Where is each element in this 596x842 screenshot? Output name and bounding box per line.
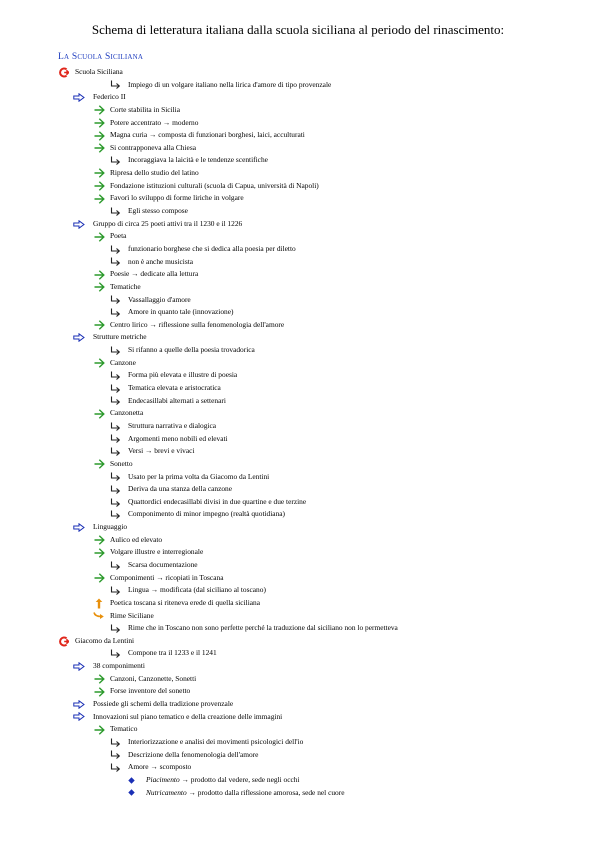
hook-arrow-icon xyxy=(108,749,122,762)
outline-item-text: Giacomo da Lentini xyxy=(75,635,135,645)
outline-item xyxy=(0,331,596,344)
outline-item-text: Tematico xyxy=(110,724,138,734)
hook-arrow-icon xyxy=(108,420,122,433)
outline-item-text: Poeta xyxy=(110,231,127,241)
outline-item-text: Rime Siciliane xyxy=(110,610,154,620)
outline-item-text: Federico II xyxy=(93,92,126,102)
outline-item-text: Ripresa dello studio del latino xyxy=(110,168,199,178)
outline-item-text: Fondazione istituzioni culturali (scuola di Capua, università di Napoli) xyxy=(110,180,319,190)
outline-item-text: Rime che in Toscano non sono perfette perché la traduzione dal siciliano non lo permetteva xyxy=(128,623,398,633)
outline-item xyxy=(0,723,596,736)
outline-item-text: Favorì lo sviluppo di forme liriche in volgare xyxy=(110,193,244,203)
orange-up-arrow-icon xyxy=(92,597,106,610)
green-arrow-icon xyxy=(92,319,106,332)
outline-arrow-icon xyxy=(72,331,86,344)
outline-item xyxy=(0,647,596,660)
outline-item xyxy=(0,622,596,635)
outline-item-text: Poesie → dedicate alla lettura xyxy=(110,269,199,279)
outline-item-text: Si rifanno a quelle della poesia trovadorica xyxy=(128,345,255,355)
outline-item-term: Nutricamento xyxy=(146,787,187,797)
outline-item xyxy=(0,597,596,610)
hook-arrow-icon xyxy=(108,395,122,408)
green-arrow-icon xyxy=(92,167,106,180)
green-arrow-icon xyxy=(92,357,106,370)
outline-item xyxy=(0,243,596,256)
outline-item xyxy=(0,407,596,420)
outline-item xyxy=(0,382,596,395)
outline-item xyxy=(0,635,596,648)
outline-item xyxy=(0,357,596,370)
outline-item xyxy=(0,129,596,142)
outline-item-text: Poetica toscana si riteneva erede di quella siciliana xyxy=(110,597,261,607)
outline-arrow-icon xyxy=(72,698,86,711)
outline-item xyxy=(0,281,596,294)
outline-item-text: Impiego di un volgare italiano nella lirica d'amore di tipo provenzale xyxy=(128,79,332,89)
green-arrow-icon xyxy=(92,534,106,547)
hook-arrow-icon xyxy=(108,647,122,660)
outline-arrow-icon xyxy=(72,91,86,104)
outline-item-text: Canzoni, Canzonette, Sonetti xyxy=(110,673,197,683)
outline-item-text: Forse inventore del sonetto xyxy=(110,686,191,696)
outline-item xyxy=(0,294,596,307)
hook-arrow-icon xyxy=(108,344,122,357)
diamond-bullet-icon xyxy=(124,774,138,787)
outline-item-text: Canzone xyxy=(110,357,136,367)
outline-item-text: Aulico ed elevato xyxy=(110,534,163,544)
outline-item xyxy=(0,395,596,408)
hook-arrow-icon xyxy=(108,584,122,597)
outline-item xyxy=(0,736,596,749)
outline-item xyxy=(0,761,596,774)
hook-arrow-icon xyxy=(108,736,122,749)
outline-item xyxy=(0,445,596,458)
outline-arrow-icon xyxy=(72,218,86,231)
outline-item xyxy=(0,192,596,205)
outline-item-text: Scuola Siciliana xyxy=(75,67,123,76)
outline-item xyxy=(0,66,596,79)
outline-item-text: Si contrapponeva alla Chiesa xyxy=(110,142,196,152)
red-circle-arrow-icon xyxy=(56,635,70,648)
outline-item-text: Amore → scomposto xyxy=(128,762,192,772)
outline-item xyxy=(0,104,596,117)
outline-item xyxy=(0,433,596,446)
hook-arrow-icon xyxy=(108,433,122,446)
outline-item xyxy=(0,154,596,167)
outline-item-text: Centro lirico → riflessione sulla fenomenologia dell'amore xyxy=(110,319,285,329)
green-arrow-icon xyxy=(92,458,106,471)
outline-item-text: Componimento di minor impegno (realtà quotidiana) xyxy=(128,509,286,519)
outline-item-text: Linguaggio xyxy=(93,522,128,532)
outline-item xyxy=(0,471,596,484)
outline-item xyxy=(0,79,596,92)
outline-item xyxy=(0,344,596,357)
outline-item-term: Piacimento xyxy=(146,774,180,784)
outline-item-text: Strutture metriche xyxy=(93,332,147,342)
hook-arrow-icon xyxy=(108,445,122,458)
outline-item-text: Usato per la prima volta da Giacomo da Lentini xyxy=(128,471,270,481)
outline-arrow-icon xyxy=(72,711,86,724)
hook-arrow-icon xyxy=(108,243,122,256)
hook-arrow-icon xyxy=(108,369,122,382)
green-arrow-icon xyxy=(92,117,106,130)
outline-item xyxy=(0,91,596,104)
outline-item xyxy=(0,572,596,585)
outline-item-text: Magna curia → composta di funzionari borghesi, laici, acculturati xyxy=(110,130,305,140)
outline-item-text: Forma più elevata e illustre di poesia xyxy=(128,370,238,380)
green-arrow-icon xyxy=(92,546,106,559)
outline-item xyxy=(0,546,596,559)
outline-item xyxy=(0,205,596,218)
outline-item xyxy=(0,584,596,597)
green-arrow-icon xyxy=(92,685,106,698)
outline-item xyxy=(0,256,596,269)
green-arrow-icon xyxy=(92,180,106,193)
green-arrow-icon xyxy=(92,230,106,243)
outline-item-text: Piacimento → prodotto dal vedere, sede negli occhi xyxy=(146,774,300,784)
outline-arrow-icon xyxy=(72,521,86,534)
outline-item-text: Vassallaggio d'amore xyxy=(128,294,191,304)
outline-item xyxy=(0,420,596,433)
hook-arrow-icon xyxy=(108,79,122,92)
green-arrow-icon xyxy=(92,281,106,294)
outline-item xyxy=(0,117,596,130)
hook-arrow-icon xyxy=(108,508,122,521)
outline-item-text: Sonetto xyxy=(110,458,133,468)
outline-item xyxy=(0,458,596,471)
outline-item-text: Struttura narrativa e dialogica xyxy=(128,420,217,430)
outline-item xyxy=(0,218,596,231)
outline-item xyxy=(0,673,596,686)
outline-item-text: Scarsa documentazione xyxy=(128,559,198,569)
green-arrow-icon xyxy=(92,104,106,117)
hook-arrow-icon xyxy=(108,154,122,167)
green-arrow-icon xyxy=(92,129,106,142)
outline-item-text: Interiorizzazione e analisi dei movimenti psicologici dell'io xyxy=(128,736,304,746)
outline-item xyxy=(0,610,596,623)
outline-item xyxy=(0,483,596,496)
outline-item xyxy=(0,306,596,319)
green-arrow-icon xyxy=(92,723,106,736)
outline-item-text: Corte stabilita in Sicilia xyxy=(110,104,180,114)
outline-item-text: Lingua → modificata (dal siciliano al toscano) xyxy=(128,585,266,595)
outline-item-text: Componimenti → ricopiati in Toscana xyxy=(110,572,224,582)
outline-item-text: Versi → brevi e vivaci xyxy=(128,446,195,456)
outline-item-text: Compone tra il 1233 e il 1241 xyxy=(128,648,217,658)
green-arrow-icon xyxy=(92,142,106,155)
outline-item-text: Quattordici endecasillabi divisi in due quartine e due terzine xyxy=(128,496,307,506)
hook-arrow-icon xyxy=(108,471,122,484)
outline-item xyxy=(0,167,596,180)
hook-arrow-icon xyxy=(108,622,122,635)
hook-arrow-icon xyxy=(108,294,122,307)
outline-item-text: Tematiche xyxy=(110,281,141,291)
hook-arrow-icon xyxy=(108,483,122,496)
outline-item xyxy=(0,369,596,382)
outline-item-text: Volgare illustre e interregionale xyxy=(110,547,204,557)
hook-arrow-icon xyxy=(108,306,122,319)
hook-arrow-icon xyxy=(108,761,122,774)
outline-item xyxy=(0,521,596,534)
outline-item xyxy=(0,660,596,673)
outline-item-text: Incoraggiava la laicità e le tendenze scentifiche xyxy=(128,155,268,165)
outline-item-text: Amore in quanto tale (innovazione) xyxy=(128,307,234,317)
outline-item xyxy=(0,559,596,572)
outline-item-text: Deriva da una stanza della canzone xyxy=(128,484,233,494)
outline-item-text: Tematica elevata e aristocratica xyxy=(128,383,221,393)
outline-item xyxy=(0,698,596,711)
outline-item xyxy=(0,230,596,243)
orange-curved-arrow-icon xyxy=(92,610,106,623)
hook-arrow-icon xyxy=(108,382,122,395)
outline-item-text: funzionario borghese che si dedica alla poesia per diletto xyxy=(128,243,296,253)
green-arrow-icon xyxy=(92,192,106,205)
green-arrow-icon xyxy=(92,407,106,420)
outline-item xyxy=(0,534,596,547)
outline-item-text: Canzonetta xyxy=(110,408,144,418)
outline-item xyxy=(0,685,596,698)
hook-arrow-icon xyxy=(108,496,122,509)
page-title: Schema di letteratura italiana dalla scuola siciliana al periodo del rinascimento: xyxy=(91,22,505,37)
section-heading: La Scuola Siciliana xyxy=(58,52,144,62)
outline-item-text: Argomenti meno nobili ed elevati xyxy=(128,433,228,443)
outline-item xyxy=(0,787,596,800)
hook-arrow-icon xyxy=(108,559,122,572)
outline-item-text: Endecasillabi alternati a settenari xyxy=(128,395,226,405)
outline-arrow-icon xyxy=(72,660,86,673)
outline-item-text: Potere accentrato → moderno xyxy=(110,117,199,127)
outline-list xyxy=(0,66,596,799)
outline-item xyxy=(0,142,596,155)
green-arrow-icon xyxy=(92,572,106,585)
outline-item xyxy=(0,774,596,787)
outline-item xyxy=(0,496,596,509)
outline-item-text: non è anche musicista xyxy=(128,256,194,266)
outline-item xyxy=(0,508,596,521)
outline-item-text: Innovazioni sul piano tematico e della creazione delle immagini xyxy=(93,711,283,721)
outline-item xyxy=(0,268,596,281)
red-circle-arrow-icon xyxy=(56,66,70,79)
outline-item-text: Descrizione della fenomenologia dell'amore xyxy=(128,749,259,759)
outline-item-text: Gruppo di circa 25 poeti attivi tra il 1230 e il 1226 xyxy=(93,218,243,228)
outline-item-text: Possiede gli schemi della tradizione provenzale xyxy=(93,699,234,709)
outline-item-text: 38 componimenti xyxy=(93,661,145,671)
outline-item xyxy=(0,711,596,724)
diamond-bullet-icon xyxy=(124,787,138,800)
green-arrow-icon xyxy=(92,268,106,281)
outline-item-text: Nutricamento → prodotto dalla riflessione amorosa, sede nel cuore xyxy=(146,787,345,797)
outline-item-text: Egli stesso compose xyxy=(128,206,188,216)
outline-item xyxy=(0,319,596,332)
hook-arrow-icon xyxy=(108,205,122,218)
outline-item xyxy=(0,180,596,193)
outline-item xyxy=(0,749,596,762)
hook-arrow-icon xyxy=(108,256,122,269)
green-arrow-icon xyxy=(92,673,106,686)
